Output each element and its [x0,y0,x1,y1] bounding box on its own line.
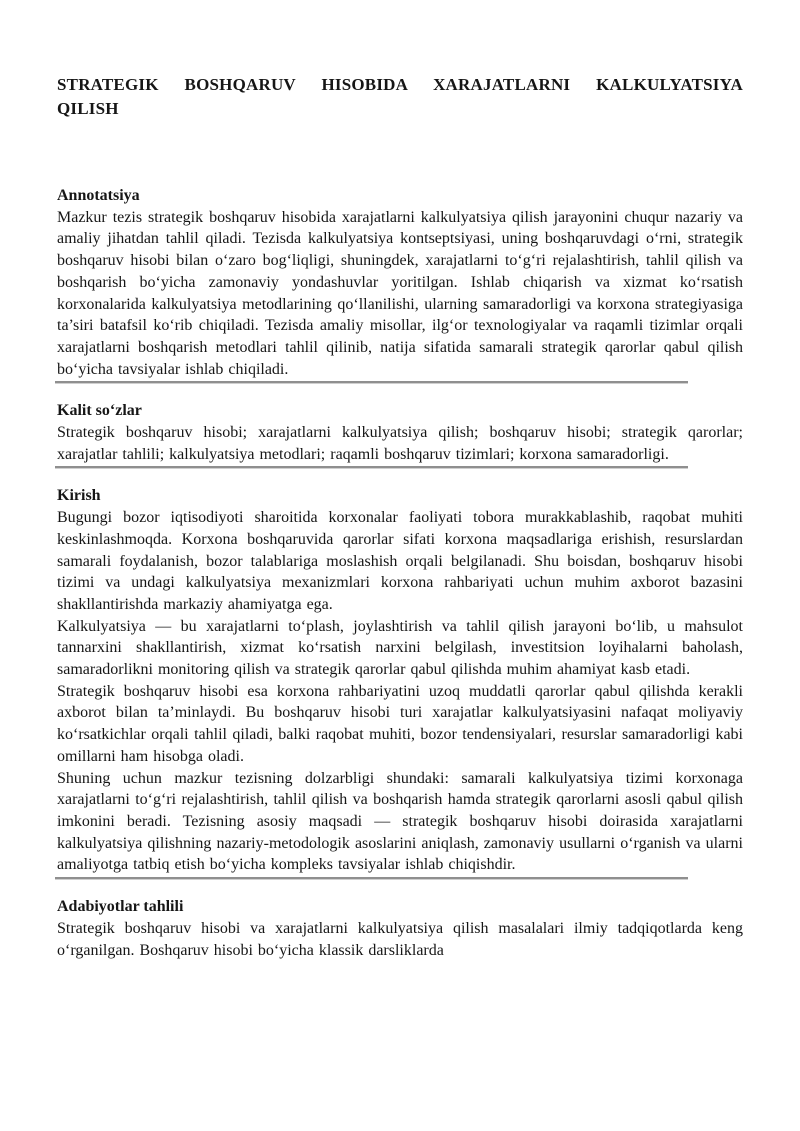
section-divider [55,466,688,469]
section-annotatsiya [57,185,743,384]
section-divider [55,877,688,880]
section-heading-kirish: Kirish [57,487,101,505]
document-title [57,73,743,121]
paragraph-kirish-3: Strategik boshqaruv hisobi esa korxona rahbariyatini uzoq muddatli qarorlar qabul qilishda kerakli axborot bilan ta’minlaydi. Bu boshqaruv hisobi turi xarajatlar kalkulyatsiyasini nafaqat moliyaviy ko‘rsatkichlar orqali tahlil qiladi, balki raqobat muhiti, bozor tendensiyalari, resurslar samaradorligi kabi omillarni ham hisobga oladi. [57,682,743,765]
section-adabiyotlar-tahlili [57,896,743,961]
section-heading-annotatsiya: Annotatsiya [57,187,140,204]
paragraph-annotatsiya: Mazkur tezis strategik boshqaruv hisobida xarajatlarni kalkulyatsiya qilish jarayonini chuqur nazariy va amaliy jihatdan tahlil qiladi. Tezisda kalkulyatsiya kontseptsiyasi, uning boshqaruvdagi o‘rni, strategik boshqaruv hisobi bilan o‘zaro bog‘liqligi, shuningdek, xarajatlarni to‘g‘ri rejalashtirish, tahlil qilish va boshqarish bo‘yicha zamonaviy yondashuvlar yoritilgan. Ishlab chiqarish va xizmat ko‘rsatish korxonalarida kalkulyatsiya metodlarining qo‘llanilishi, ularning samaradorligi va korxona strategiyasiga ta’siri batafsil ko‘rib chiqiladi. Tezisda amaliy misollar, ilg‘or texnologiyalar va raqamli tizimlar orqali xarajatlarni boshqarish metodlari tahlil qilinib, natija sifatida samarali strategik qarorlar qabul qilish bo‘yicha tavsiyalar ishlab chiqiladi. [57,208,743,378]
paragraph-kalit-sozlar: Strategik boshqaruv hisobi; xarajatlarni kalkulyatsiya qilish; boshqaruv hisobi; strategik qarorlar; xarajatlar tahlili; kalkulyatsiya metodlari; raqamli boshqaruv tizimlari; korxona samaradorligi. [57,424,743,463]
section-kalit-sozlar [57,400,743,469]
section-heading-adabiyotlar-tahlili: Adabiyotlar tahlili [57,898,184,916]
section-divider [55,381,688,384]
paragraph-kirish-1: Bugungi bozor iqtisodiyoti sharoitida korxonalar faoliyati tobora murakkablashib, raqobat muhiti keskinlashmoqda. Korxona boshqaruvida qarorlar sifati korxona maqsadlariga erishish, resurslardan samarali foydalanish, bozor talablariga moslashish orqali belgilanadi. Shu boisdan, boshqaruv hisobi tizimi va undagi kalkulyatsiya mexanizmlari korxona rahbariyati uchun muhim axborot bazasini shakllantirishda markaziy ahamiyatga ega. [57,509,743,613]
paragraph-adabiyotlar-tahlili: Strategik boshqaruv hisobi va xarajatlarni kalkulyatsiya qilish masalalari ilmiy tadqiqotlarda keng o‘rganilgan. Boshqaruv hisobi bo‘yicha klassik darsliklarda [57,919,743,959]
section-heading-kalit-sozlar: Kalit so‘zlar [57,402,142,420]
document-title-line-1: STRATEGIK BOSHQARUV HISOBIDA XARAJATLARNI KALKULYATSIYA [57,75,743,94]
section-kirish [57,485,743,880]
paragraph-kirish-2: Kalkulyatsiya — bu xarajatlarni to‘plash, joylashtirish va tahlil qilish jarayoni bo‘lib, u mahsulot tannarxini shakllantirish, xizmat ko‘rsatish narxini belgilash, investitsion loyihalarni baholash, samaradorlikni monitoring qilish va strategik qarorlar qabul qilishda muhim ahamiyat kasb etadi. [57,617,743,679]
paragraph-kirish-4: Shuning uchun mazkur tezisning dolzarbligi shundaki: samarali kalkulyatsiya tizimi korxonaga xarajatlarni to‘g‘ri rejalashtirish, tahlil qilish va boshqarish hamda strategik qarorlarni asosli qabul qilish imkonini beradi. Tezisning asosiy maqsadi — strategik boshqaruv hisobi doirasida xarajatlarni kalkulyatsiya qilishning nazariy-metodologik asoslarini aniqlash, zamonaviy usullarni o‘rganish va ularni amaliyotga tatbiq etish bo‘yicha kompleks tavsiyalar ishlab chiqishdir. [57,769,743,874]
document-title-line-2: QILISH [57,99,119,118]
